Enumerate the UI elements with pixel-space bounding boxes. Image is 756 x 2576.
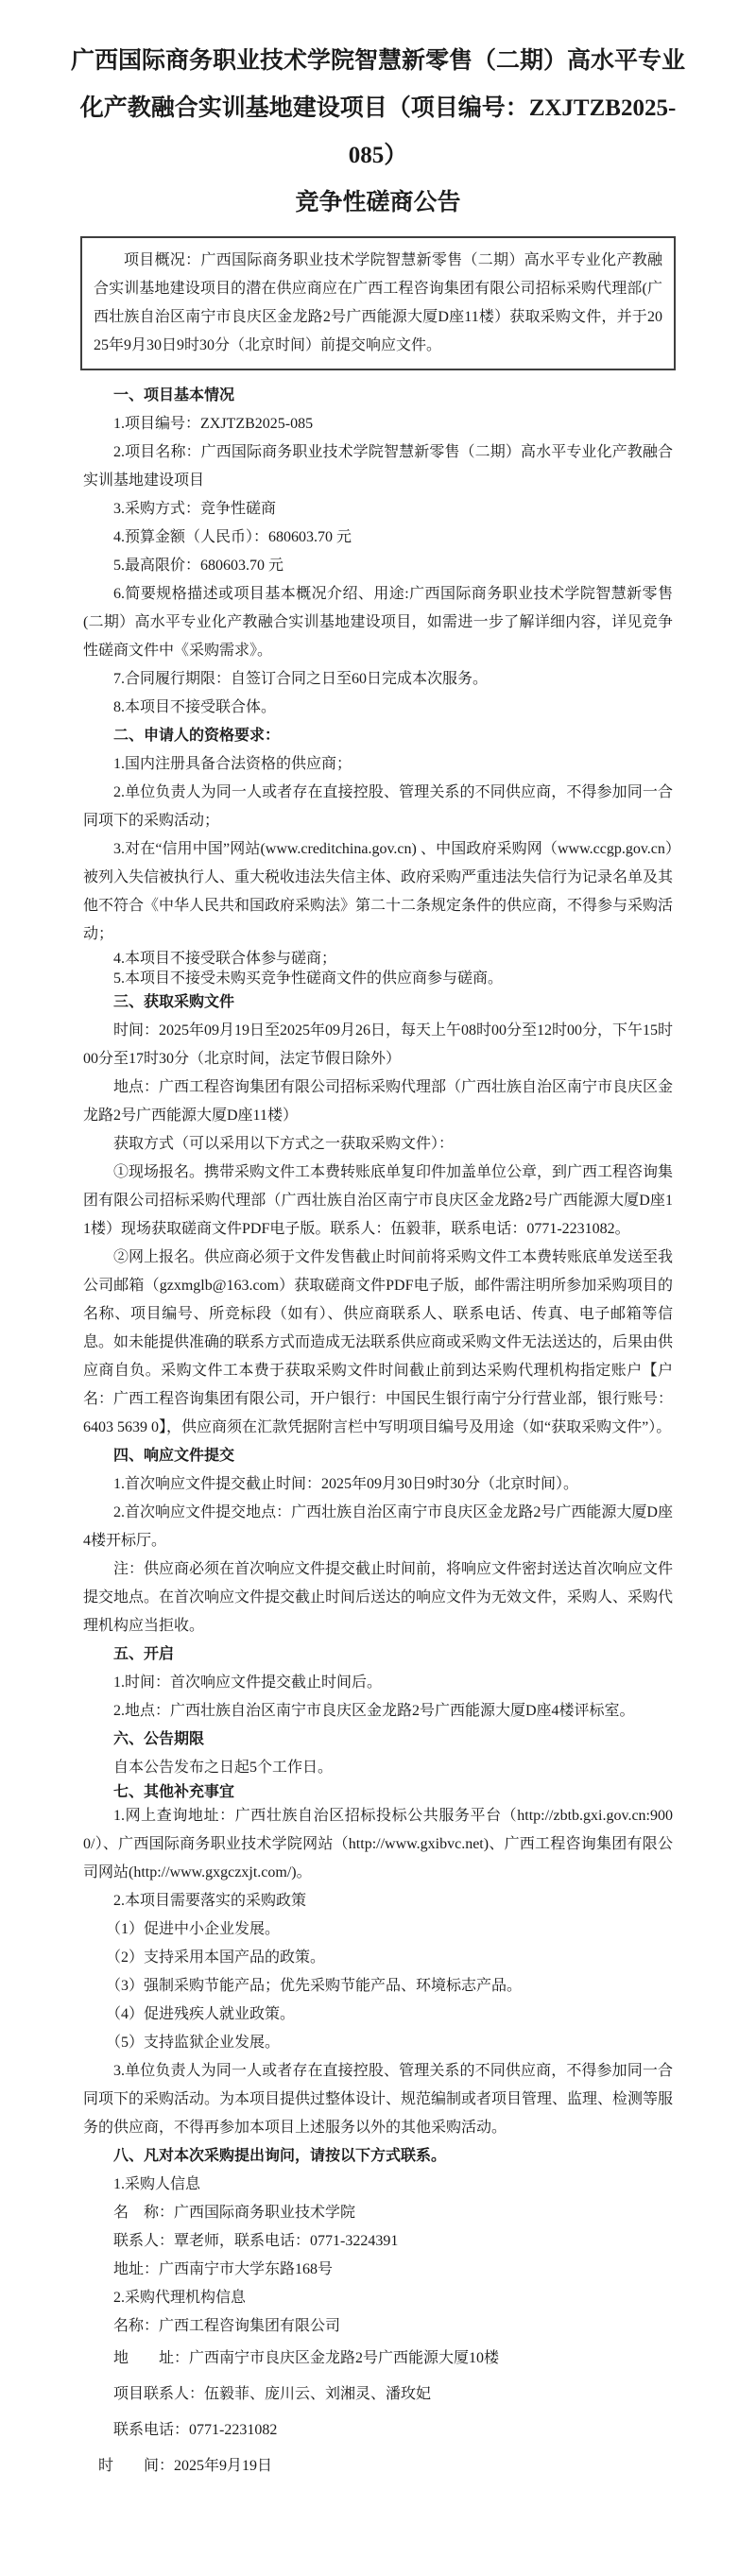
section-heading-announcement-period: 六、公告期限: [113, 1731, 205, 1747]
document-title: [59, 38, 697, 227]
announcement-date: 时 间：2025年9月19日: [98, 2458, 273, 2474]
section-heading-contact: 八、凡对本次采购提出询问，请按以下方式联系。: [113, 2148, 447, 2164]
budget-amount: 4.预算金额（人民币）：680603.70 元: [113, 529, 352, 545]
opening-location: 2.地点：广西壮族自治区南宁市良庆区金龙路2号广西能源大厦D座4楼评标室。: [113, 1703, 635, 1719]
brief-description: 6.简要规格描述或项目基本概况介绍、用途:广西国际商务职业技术学院智慧新零售(二期）高水平专业化产教融合实训基地建设项目，如需进一步了解详细内容，详见竞争性磋商文件中《采购需求》。: [83, 586, 673, 659]
policy-domestic-products: （2）支持采用本国产品的政策。: [106, 1949, 326, 1966]
agency-name: 名称：广西工程咨询集团有限公司: [113, 2318, 341, 2334]
section-opening: [83, 1640, 673, 1726]
section-heading-basic-info: 一、项目基本情况: [113, 387, 235, 404]
agency-info-label: 2.采购代理机构信息: [113, 2290, 247, 2306]
procurement-policies-intro: 2.本项目需要落实的采购政策: [113, 1893, 307, 1909]
max-price: 5.最高限价：680603.70 元: [113, 558, 284, 574]
section-heading-other-matters: 七、其他补充事宜: [113, 1784, 235, 1800]
title-line-1: 广西国际商务职业技术学院智慧新零售（二期）高水平专业: [70, 48, 685, 74]
section-basic-info: [83, 382, 673, 722]
submission-note: 注：供应商必须在首次响应文件提交截止时间前，将响应文件密封送达首次响应文件提交地点。在首次响应文件提交截止时间后送达的响应文件为无效文件，采购人、采购代理机构应当拒收。: [83, 1561, 674, 1634]
project-overview-box: [80, 236, 676, 370]
section-heading-qualifications: 二、申请人的资格要求：: [113, 728, 281, 744]
section-announcement-period: [83, 1726, 673, 1782]
project-name: 2.项目名称：广西国际商务职业技术学院智慧新零售（二期）高水平专业化产教融合实训基地建设项目: [83, 444, 673, 489]
title-line-2: 化产教融合实训基地建设项目（项目编号：ZXJTZB2025-085）: [79, 95, 677, 168]
submission-location: 2.首次响应文件提交地点：广西壮族自治区南宁市良庆区金龙路2号广西能源大厦D座4楼开标厅。: [83, 1504, 673, 1549]
same-responsible-person-rule: 3.单位负责人为同一人或者存在直接控股、管理关系的不同供应商，不得参加同一合同项下的采购活动。为本项目提供过整体设计、规范编制或者项目管理、监理、检测等服务的供应商，不得再参加本项目上述服务以外的其他采购活动。: [83, 2063, 674, 2136]
section-response-submission: [83, 1442, 673, 1640]
policy-energy-saving: （3）强制采购节能产品；优先采购节能产品、环境标志产品。: [106, 1978, 523, 1994]
section-heading-obtain-documents: 三、获取采购文件: [113, 994, 235, 1010]
agency-address: 地 址：广西南宁市良庆区金龙路2号广西能源大厦10楼: [113, 2350, 500, 2366]
section-other-matters: [83, 1782, 673, 2142]
policy-prison-enterprises: （5）支持监狱企业发展。: [106, 2035, 281, 2051]
online-query-addresses: 1.网上查询地址：广西壮族自治区招标投标公共服务平台（http://zbtb.gxi.gov.cn:9000/）、广西国际商务职业技术学院网站（http://www.gxibvc.net)、广西工程咨询集团有限公司网站(http://www.gxgczxjt.com/)。: [83, 1808, 673, 1880]
submission-deadline: 1.首次响应文件提交截止时间：2025年09月30日9时30分（北京时间）。: [113, 1476, 579, 1492]
title-line-3: 竞争性磋商公告: [295, 190, 461, 215]
obtain-method-online: ②网上报名。供应商必须于文件发售截止时间前将采购文件工本费转账底单发送至我公司邮箱（gzxmglb@163.com）获取磋商文件PDF电子版，邮件需注明所参加采购项目的名称、项目编号、所竞标段（如有）、供应商联系人、联系电话、传真、电子邮箱等信息。如未能提供准确的联系方式而造成无法联系供应商或采购文件无法送达的，后果由供应商自负。采购文件工本费于获取采购文件时间截止前到达采购代理机构指定账户【户名：广西工程咨询集团有限公司，开户银行：中国民生银行南宁分行营业部，银行账号：6403 5639 0】，供应商须在汇款凭据附言栏中写明项目编号及用途（如“获取采购文件”）。: [83, 1249, 674, 1435]
opening-time: 1.时间：首次响应文件提交截止时间后。: [113, 1674, 383, 1691]
obtain-time: 时间：2025年09月19日至2025年09月26日，每天上午08时00分至12时00分，下午15时00分至17时30分（北京时间，法定节假日除外）: [83, 1022, 674, 1067]
qualification-item-2: 2.单位负责人为同一人或者存在直接控股、管理关系的不同供应商，不得参加同一合同项下的采购活动；: [83, 784, 673, 829]
purchaser-contact: 联系人：覃老师，联系电话：0771-3224391: [113, 2233, 399, 2249]
section-applicant-qualifications: [83, 722, 673, 988]
obtain-methods-intro: 获取方式（可以采用以下方式之一获取采购文件）：: [113, 1136, 455, 1152]
obtain-location: 地点：广西工程咨询集团有限公司招标采购代理部（广西壮族自治区南宁市良庆区金龙路2号广西能源大厦D座11楼）: [83, 1079, 674, 1124]
qualification-item-1: 1.国内注册具备合法资格的供应商；: [113, 756, 352, 772]
policy-disabled-employment: （4）促进残疾人就业政策。: [106, 2006, 296, 2022]
section-heading-opening: 五、开启: [113, 1646, 175, 1662]
agency-phone: 联系电话：0771-2231082: [113, 2422, 278, 2438]
policy-sme: （1）促进中小企业发展。: [106, 1921, 281, 1937]
purchaser-info-label: 1.采购人信息: [113, 2176, 201, 2192]
section-obtain-documents: [83, 988, 673, 1442]
section-heading-response-submission: 四、响应文件提交: [113, 1448, 235, 1464]
qualification-item-3: 3.对在“信用中国”网站(www.creditchina.gov.cn) 、中国政府采购网（www.ccgp.gov.cn）被列入失信被执行人、重大税收违法失信主体、政府采购严重违法失信行为记录名单及其他不符合《中华人民共和国政府采购法》第二十二条规定条件的供应商，不得参与采购活动；: [83, 841, 674, 942]
qualification-item-5: 5.本项目不接受未购买竞争性磋商文件的供应商参与磋商。: [113, 970, 504, 987]
announcement-period-text: 自本公告发布之日起5个工作日。: [113, 1760, 334, 1776]
obtain-method-onsite: ①现场报名。携带采购文件工本费转账底单复印件加盖单位公章，到广西工程咨询集团有限公司招标采购代理部（广西壮族自治区南宁市良庆区金龙路2号广西能源大厦D座11楼）现场获取磋商文件PDF电子版。联系人：伍毅菲，联系电话：0771-2231082。: [83, 1164, 674, 1237]
no-consortium-note: 8.本项目不接受联合体。: [113, 699, 277, 715]
purchaser-name: 名 称：广西国际商务职业技术学院: [113, 2205, 356, 2221]
agency-project-contacts: 项目联系人：伍毅菲、庞川云、刘湘灵、潘玫妃: [113, 2386, 432, 2402]
purchaser-address: 地址：广西南宁市大学东路168号: [113, 2261, 334, 2277]
procurement-method: 3.采购方式：竞争性磋商: [113, 501, 277, 517]
section-contact: [83, 2142, 673, 2484]
project-number: 1.项目编号：ZXJTZB2025-085: [113, 416, 314, 432]
contract-period: 7.合同履行期限：自签订合同之日至60日完成本次服务。: [113, 671, 489, 687]
project-overview-text: 项目概况：广西国际商务职业技术学院智慧新零售（二期）高水平专业化产教融合实训基地建设项目的潜在供应商应在广西工程咨询集团有限公司招标采购代理部(广西壮族自治区南宁市良庆区金龙路2号广西能源大厦D座11楼）获取采购文件，并于2025年9月30日9时30分（北京时间）前提交响应文件。: [94, 252, 662, 353]
qualification-item-4: 4.本项目不接受联合体参与磋商；: [113, 951, 337, 967]
